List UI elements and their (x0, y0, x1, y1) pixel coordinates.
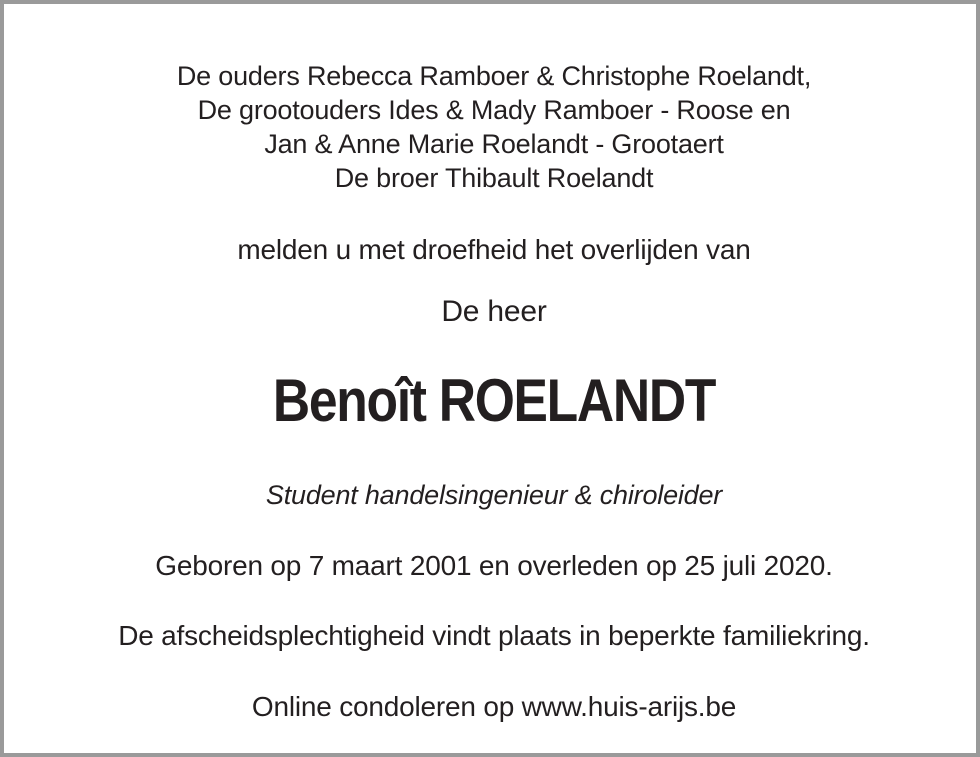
ceremony-notice: De afscheidsplechtigheid vindt plaats in beperkte familiekring. (118, 620, 870, 651)
condolence-info: Online condoleren op www.huis-arijs.be (251, 691, 737, 722)
family-line-grandparents-2: Jan & Anne Marie Roelandt - Grootaert (264, 129, 724, 159)
birth-death-dates: Geboren op 7 maart 2001 en overleden op 25 juli 2020. (155, 550, 833, 581)
deceased-name: Benoît ROELANDT (272, 367, 716, 434)
honorific: De heer (441, 295, 547, 328)
announcement-intro: melden u met droefheid het overlijden van (237, 234, 751, 265)
family-line-grandparents-1: De grootouders Ides & Mady Ramboer - Roose en (197, 95, 791, 125)
family-line-brother: De broer Thibault Roelandt (334, 163, 654, 193)
occupation: Student handelsingenieur & chiroleider (265, 480, 723, 510)
family-line-parents: De ouders Rebecca Ramboer & Christophe Roelandt, (176, 61, 812, 91)
